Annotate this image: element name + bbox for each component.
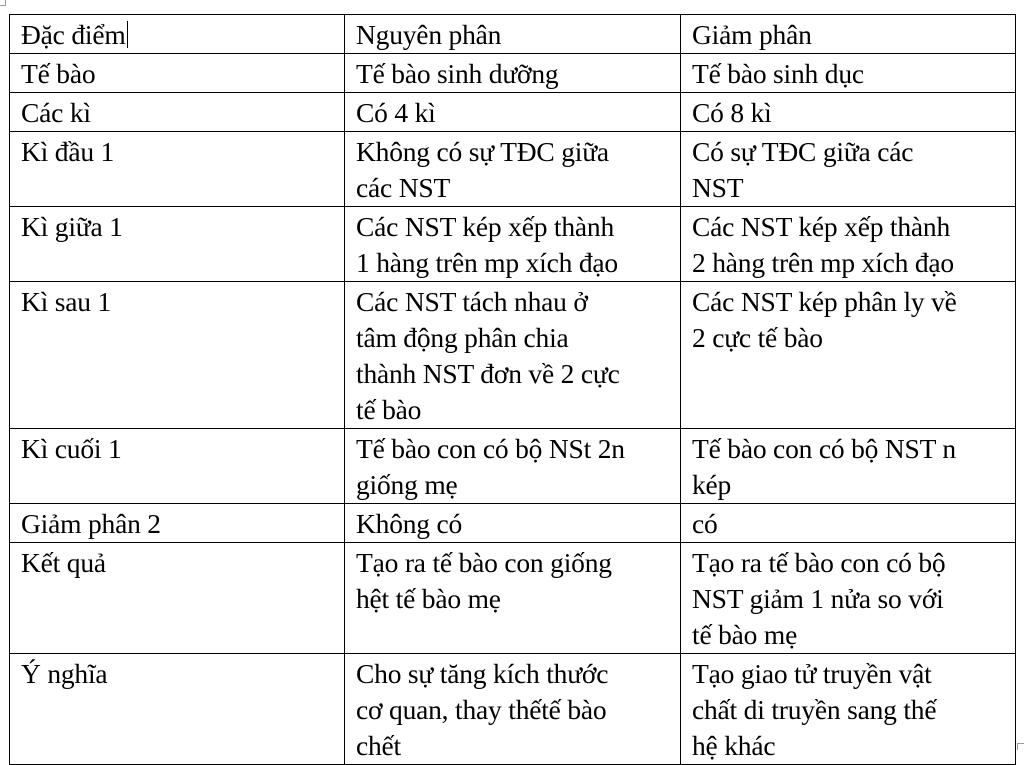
table-row xyxy=(10,54,1016,93)
header-cell-meiosis[interactable]: Giảm phân xyxy=(681,15,1016,54)
table-cell[interactable]: Tế bào sinh dục xyxy=(681,54,1016,93)
document-corner-mark xyxy=(0,0,6,6)
table-cell[interactable]: Tế bào con có bộ NST n kép xyxy=(681,429,1016,504)
table-row xyxy=(10,654,1016,765)
table-header-row xyxy=(10,15,1016,54)
table-cell[interactable]: Tế bào con có bộ NSt 2n giống mẹ xyxy=(345,429,681,504)
table-cell[interactable]: Kì đầu 1 xyxy=(10,132,345,207)
table-cell[interactable]: Tạo ra tế bào con giống hệt tế bào mẹ xyxy=(345,543,681,654)
table-cell[interactable]: Kết quả xyxy=(10,543,345,654)
table-cell[interactable]: Tế bào sinh dưỡng xyxy=(345,54,681,93)
table-cell[interactable]: Cho sự tăng kích thước cơ quan, thay thếtế bào chết xyxy=(345,654,681,765)
table-cell[interactable]: Có 8 kì xyxy=(681,93,1016,132)
table-cell[interactable]: Kì sau 1 xyxy=(10,282,345,429)
table-cell[interactable]: Ý nghĩa xyxy=(10,654,345,765)
table-cell[interactable]: Tế bào xyxy=(10,54,345,93)
table-row xyxy=(10,282,1016,429)
table-cell[interactable]: Không có sự TĐC giữa các NST xyxy=(345,132,681,207)
table-row xyxy=(10,504,1016,543)
table-cell[interactable]: Tạo giao tử truyền vật chất di truyền sang thế hệ khác xyxy=(681,654,1016,765)
table-cell[interactable]: Có 4 kì xyxy=(345,93,681,132)
table-cell[interactable]: Các NST kép phân ly về 2 cực tế bào xyxy=(681,282,1016,429)
table-cell[interactable]: có xyxy=(681,504,1016,543)
table-cell[interactable]: Kì giữa 1 xyxy=(10,207,345,282)
table-cell[interactable]: Giảm phân 2 xyxy=(10,504,345,543)
table-cell[interactable]: Có sự TĐC giữa các NST xyxy=(681,132,1016,207)
table-cell[interactable]: Tạo ra tế bào con có bộ NST giảm 1 nửa so với tế bào mẹ xyxy=(681,543,1016,654)
table-cell[interactable]: Các NST tách nhau ở tâm động phân chia thành NST đơn về 2 cực tế bào xyxy=(345,282,681,429)
table-cell[interactable]: Các kì xyxy=(10,93,345,132)
table-row xyxy=(10,207,1016,282)
table-cell[interactable]: Các NST kép xếp thành 1 hàng trên mp xích đạo xyxy=(345,207,681,282)
table-row xyxy=(10,429,1016,504)
table-cell[interactable]: Kì cuối 1 xyxy=(10,429,345,504)
header-cell-text: Đặc điểm xyxy=(21,19,126,50)
header-cell-characteristic[interactable] xyxy=(10,15,345,54)
table-row xyxy=(10,543,1016,654)
table-row xyxy=(10,93,1016,132)
table-cell[interactable]: Không có xyxy=(345,504,681,543)
document-corner-mark xyxy=(1017,743,1024,750)
table-row xyxy=(10,132,1016,207)
table-cell[interactable]: Các NST kép xếp thành 2 hàng trên mp xích đạo xyxy=(681,207,1016,282)
header-cell-mitosis[interactable]: Nguyên phân xyxy=(345,15,681,54)
text-cursor xyxy=(127,21,128,48)
comparison-table xyxy=(9,14,1016,765)
